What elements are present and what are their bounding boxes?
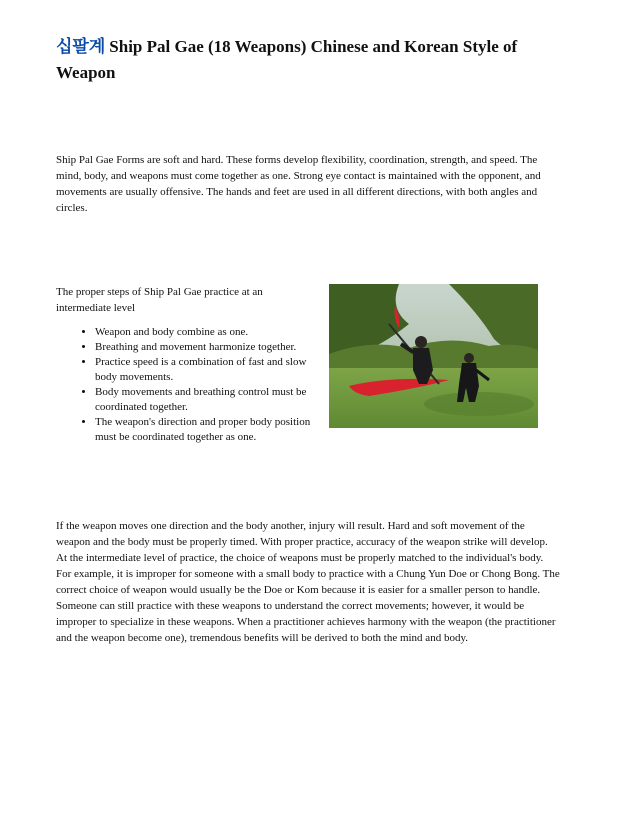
list-item: • The weapon's direction and proper body position must be coordinated together as one. xyxy=(95,415,327,445)
korean-title: 십팔계 xyxy=(56,37,106,57)
intro-paragraph: Ship Pal Gae Forms are soft and hard. These forms develop flexibility, coordination, strength, and speed. The mind, body, and weapons must come together as one. Strong eye contact is maintained with the opponent, and movements are usually offensive. The hands and feet are used in all different directions, with both angles and circles. xyxy=(56,154,541,214)
list-item: • Breathing and movement harmonize together. xyxy=(95,340,327,355)
list-item: • Practice speed is a combination of fast and slow body movements. xyxy=(95,355,327,385)
english-title: Ship Pal Gae (18 Weapons) Chinese and Korean Style of Weapon xyxy=(56,37,518,82)
lawn-shadow xyxy=(424,392,534,416)
closing-paragraph: If the weapon moves one direction and the body another, injury will result. Hard and soft movement of the weapon and the body must be properly timed. With proper practice, accuracy of the weapon strike will develop. At the intermediate level of practice, the choice of weapons must be properly matched to the individual's body. For example, it is improper for someone with a small body to practice with a Chung Yun Doe or Chong Bong. The correct choice of weapon would usually be the Doe or Kom because it is easier for a smaller person to handle. Someone can still practice with these weapons to understand the correct movements; however, it would be improper to specialize in these weapons. When a practitioner achieves harmony with the weapon (the practitioner and the weapon become one), tremendous benefits will be derived to both the mind and body. xyxy=(56,520,560,644)
practice-steps-section xyxy=(56,284,576,474)
weapon-practice-photo xyxy=(329,284,538,428)
steps-list xyxy=(56,325,327,445)
list-item: • Weapon and body combine as one. xyxy=(95,325,327,340)
steps-heading: The proper steps of Ship Pal Gae practice at an intermediate level xyxy=(56,286,263,314)
page-title xyxy=(56,34,576,86)
photo-illustration xyxy=(329,284,538,428)
list-item: • Body movements and breathing control must be coordinated together. xyxy=(95,385,327,415)
